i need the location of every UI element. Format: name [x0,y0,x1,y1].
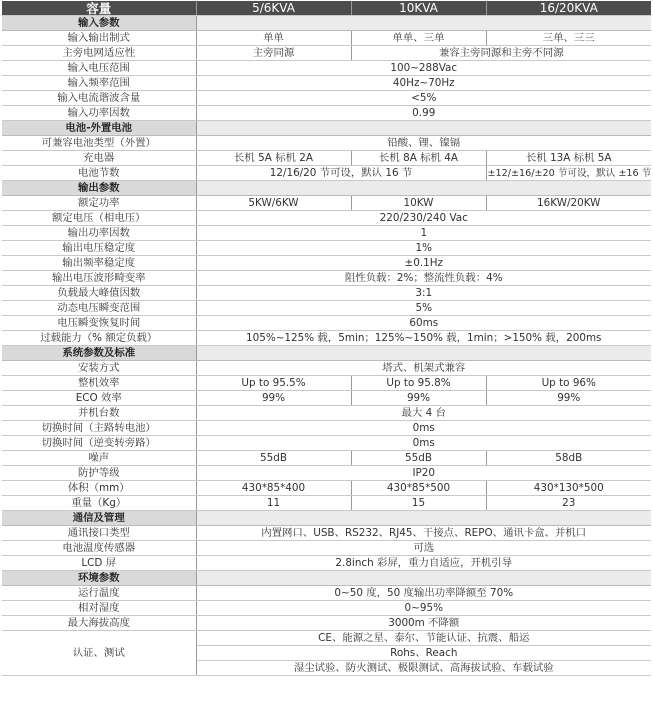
cell-value: 1% [196,241,651,256]
table-row [2,331,651,346]
table-row [2,391,651,406]
cell-value: 55dB [351,451,486,466]
row-label: 防护等级 [2,466,196,481]
section-title: 通信及管理 [2,511,196,526]
section-title: 输出参数 [2,181,196,196]
cell-value: 最大 4 台 [196,406,651,421]
section-title: 电池-外置电池 [2,121,196,136]
table-row [2,61,651,76]
row-label: 体积（mm） [2,481,196,496]
table-row [2,226,651,241]
table-row [2,616,651,631]
cell-value: 11 [196,496,351,511]
row-label: 电压瞬变恢复时间 [2,316,196,331]
cell-value: 105%~125% 载，5min；125%~150% 载，1min；>150% 载，200ms [196,331,651,346]
cell-value: CE、能源之星、泰尔、节能认证、抗震、船运 [196,631,651,646]
cell-value: 220/230/240 Vac [196,211,651,226]
table-row [2,586,651,601]
row-label: 输出频率稳定度 [2,256,196,271]
cell-value: 长机 5A 标机 2A [196,151,351,166]
table-row [2,406,651,421]
cell-value: 16KW/20KW [486,196,651,211]
section-header-output [2,181,651,196]
cell-value: 0ms [196,421,651,436]
table-row [2,76,651,91]
table-row [2,481,651,496]
cell-value: 430*85*500 [351,481,486,496]
cell-value: 长机 13A 标机 5A [486,151,651,166]
table-row [2,361,651,376]
table-row [2,271,651,286]
header-row [2,1,651,16]
row-label: 噪声 [2,451,196,466]
cell-value: 长机 8A 标机 4A [351,151,486,166]
row-label: 输出电压波形畸变率 [2,271,196,286]
cell-value: 可选 [196,541,651,556]
cell-value: 三单、三三 [486,31,651,46]
row-label: 输出电压稳定度 [2,241,196,256]
cell-value: 阻性负载：2%；整流性负载：4% [196,271,651,286]
table-row [2,46,651,61]
table-row [2,556,651,571]
table-row [2,196,651,211]
row-label: 整机效率 [2,376,196,391]
cell-value: 99% [196,391,351,406]
row-label: 额定电压（相电压） [2,211,196,226]
header-capacity: 容量 [2,1,196,16]
cell-value: 3:1 [196,286,651,301]
section-title: 系统参数及标准 [2,346,196,361]
cell-value: 430*85*400 [196,481,351,496]
row-label: 电池温度传感器 [2,541,196,556]
section-header-comms [2,511,651,526]
table-row [2,496,651,511]
section-title: 环境参数 [2,571,196,586]
table-row [2,106,651,121]
row-label: 输入电压范围 [2,61,196,76]
section-header-battery [2,121,651,136]
table-row [2,631,651,646]
cell-value: 23 [486,496,651,511]
cell-value: 兼容主旁同源和主旁不同源 [351,46,651,61]
cell-value: 0~95% [196,601,651,616]
cell-value: 主旁同源 [196,46,351,61]
table-row [2,301,651,316]
cell-value: 单单 [196,31,351,46]
row-label: 相对湿度 [2,601,196,616]
row-label: 过载能力（% 额定负载） [2,331,196,346]
table-row [2,211,651,226]
section-header-system [2,346,651,361]
row-label: 运行温度 [2,586,196,601]
table-row [2,526,651,541]
row-label: 可兼容电池类型（外置） [2,136,196,151]
cell-value: 10KW [351,196,486,211]
cell-value: 0~50 度，50 度输出功率降额至 70% [196,586,651,601]
header-model-5-6kva: 5/6KVA [196,1,351,16]
cell-value: 湿尘试验、防火测试、极限测试、高海拔试验、车载试验 [196,661,651,676]
cell-value: Up to 95.5% [196,376,351,391]
cell-value: IP20 [196,466,651,481]
row-label: 输入功率因数 [2,106,196,121]
row-label: 最大海拔高度 [2,616,196,631]
cell-value: 100~288Vac [196,61,651,76]
table-row [2,601,651,616]
table-row [2,256,651,271]
cell-value: 1 [196,226,651,241]
spec-table [2,1,651,676]
cell-value: 58dB [486,451,651,466]
cell-value: 铅酸、锂、镍镉 [196,136,651,151]
row-label: 充电器 [2,151,196,166]
section-header-env [2,571,651,586]
table-row [2,31,651,46]
cell-value: 单单、三单 [351,31,486,46]
table-row [2,421,651,436]
table-row [2,151,651,166]
cell-value: 0ms [196,436,651,451]
table-row [2,436,651,451]
table-row [2,286,651,301]
table-row [2,541,651,556]
row-label: 认证、测试 [2,631,196,676]
row-label: 输出功率因数 [2,226,196,241]
table-row [2,136,651,151]
cell-value: 99% [351,391,486,406]
section-header-input [2,16,651,31]
cell-value: 12/16/20 节可设，默认 16 节 [196,166,486,181]
cell-value: 3000m 不降额 [196,616,651,631]
table-row [2,166,651,181]
cell-value: 40Hz~70Hz [196,76,651,91]
table-row [2,241,651,256]
row-label: ECO 效率 [2,391,196,406]
section-title: 输入参数 [2,16,196,31]
cell-value: 430*130*500 [486,481,651,496]
table-row [2,316,651,331]
row-label: 输入频率范围 [2,76,196,91]
cell-value: 内置网口、USB、RS232、RJ45、干接点、REPO、通讯卡盒、并机口 [196,526,651,541]
cell-value: 2.8inch 彩屏，重力自适应，开机引导 [196,556,651,571]
cell-value: Up to 95.8% [351,376,486,391]
cell-value: 塔式、机架式兼容 [196,361,651,376]
row-label: LCD 屏 [2,556,196,571]
table-row [2,91,651,106]
cell-value: 60ms [196,316,651,331]
row-label: 安装方式 [2,361,196,376]
row-label: 额定功率 [2,196,196,211]
row-label: 输入电流谐波含量 [2,91,196,106]
row-label: 通讯接口类型 [2,526,196,541]
cell-value: 99% [486,391,651,406]
row-label: 切换时间（逆变转旁路） [2,436,196,451]
cell-value: 0.99 [196,106,651,121]
row-label: 电池节数 [2,166,196,181]
cell-value: ±12/±16/±20 节可设，默认 ±16 节 [487,167,651,179]
cell-value: <5% [196,91,651,106]
table-row [2,376,651,391]
row-label: 负载最大峰值因数 [2,286,196,301]
row-label: 重量（Kg） [2,496,196,511]
table-row [2,451,651,466]
table-row [2,466,651,481]
cell-value: 55dB [196,451,351,466]
cell-value: Up to 96% [486,376,651,391]
cell-value: Rohs、Reach [196,646,651,661]
cell-value: 5KW/6KW [196,196,351,211]
row-label: 切换时间（主路转电池） [2,421,196,436]
header-model-16-20kva: 16/20KVA [486,1,651,16]
cell-value: 5% [196,301,651,316]
cell-value: ±0.1Hz [196,256,651,271]
header-model-10kva: 10KVA [351,1,486,16]
cell-value: 15 [351,496,486,511]
row-label: 并机台数 [2,406,196,421]
row-label: 主旁电网适应性 [2,46,196,61]
row-label: 输入输出制式 [2,31,196,46]
row-label: 动态电压瞬变范围 [2,301,196,316]
